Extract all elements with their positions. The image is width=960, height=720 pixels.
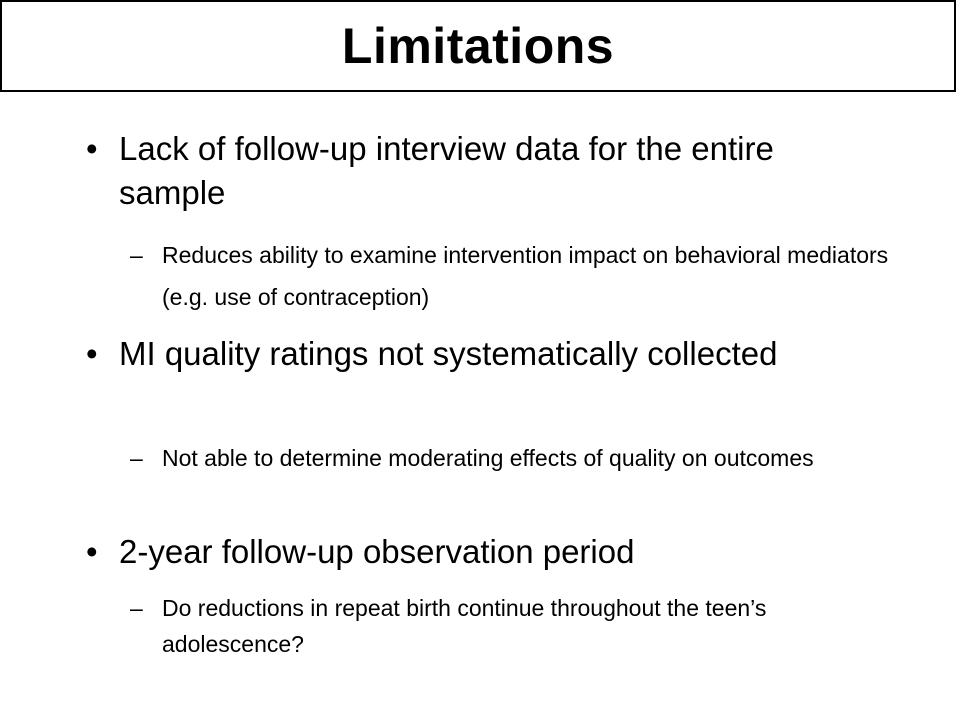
sub-bullet-dash: – xyxy=(130,595,143,621)
title-box xyxy=(0,0,956,92)
bullet-text: 2-year follow-up observation period xyxy=(119,533,635,570)
sub-bullet-dash: – xyxy=(130,242,143,268)
slide-title: Limitations xyxy=(341,18,615,74)
bullet-item xyxy=(86,127,866,215)
bullet-text: Lack of follow-up interview data for the entire sample xyxy=(119,130,774,211)
bullet-dot: • xyxy=(86,335,98,372)
sub-bullet-item xyxy=(130,590,890,662)
sub-bullet-text: Reduces ability to examine intervention impact on behavioral mediators (e.g. use of contraception) xyxy=(162,242,889,310)
sub-bullet-item xyxy=(130,234,890,318)
bullet-dot: • xyxy=(86,130,98,167)
bullet-item xyxy=(86,332,866,376)
sub-bullet-item xyxy=(130,440,890,476)
bullet-item xyxy=(86,530,866,574)
sub-bullet-dash: – xyxy=(130,445,143,471)
bullet-dot: • xyxy=(86,533,98,570)
sub-bullet-text: Not able to determine moderating effects of quality on outcomes xyxy=(162,445,814,471)
bullet-text: MI quality ratings not systematically collected xyxy=(119,335,778,372)
sub-bullet-text: Do reductions in repeat birth continue throughout the teen’s adolescence? xyxy=(162,595,767,657)
